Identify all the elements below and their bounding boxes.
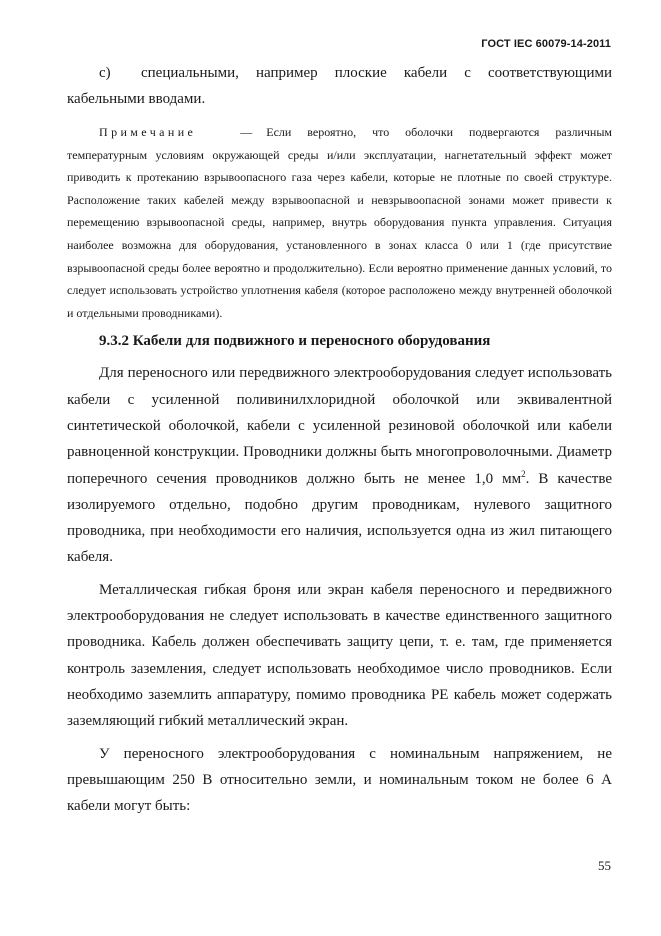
page-number: 55 [598,858,611,873]
paragraph-low-voltage: У переносного электрооборудования с номинальным напряжением, не превышающим 250 В относительно земли, и номинальным током не более 6 А кабели могут быть: [67,745,612,815]
note-text: Если вероятно, что оболочки подвергаются различным температурным условиям окружающей среды и/или эксплуатации, нагнетательный эффект может приводить к протеканию взрывоопасного газа через кабели, которые не плотные по своей структуре. Расположение таких кабелей между взрывоопасной и невзрывоопасной зонами может привести к перемещению взрывоопасной среды, например, внутрь оборудования пункта управления. Ситуация наиболее возможна для оборудования, установленного в зонах класса 0 или 1 (где присутствие взрывоопасной среды более вероятно и продолжительно). Если вероятно применение данных условий, то следует использовать устройство уплотнения кабеля (которое расположено между внутренней оболочкой и отдельными проводниками). [67,125,612,320]
list-item-marker: c) [99,65,111,81]
note-paragraph [67,121,612,324]
page-content [67,60,612,819]
list-item-text: специальными, например плоские кабели с соответствующими кабельными вводами. [67,65,612,107]
paragraph-text: Для переносного или передвижного электрооборудования следует использовать кабели с усиленной поливинилхлоридной оболочкой или эквивалентной синтетической оболочкой, кабели с усиленной резиновой оболочкой или кабели равноценной конструкции. Проводники должны быть многопроволочными. Диаметр поперечного сечения проводников должно быть не менее 1,0 мм [67,365,612,487]
list-item-c [67,60,612,112]
paragraph-text: . В качестве изолируемого отдельно, подобно другим проводникам, нулевого защитного проводника, при необходимости его наличия, используется одна из жил питающего кабеля. [67,470,612,566]
section-heading: 9.3.2 Кабели для подвижного и переносного оборудования [99,333,491,350]
document-code-header: ГОСТ IEC 60079-14-2011 [481,38,611,50]
superscript: 2 [521,468,526,479]
note-label: Примечание [99,125,197,139]
note-dash: — [240,125,253,139]
paragraph-armour: Металлическая гибкая броня или экран кабеля переносного и передвижного электрооборудования не следует использовать в качестве единственного защитного проводника. Кабель должен обеспечивать защиту цепи, т. е. там, где применяется контроль заземления, следует использовать необходимое число проводников. Если необходимо заземлить аппаратуру, помимо проводника PE кабель может содержать заземляющий гибкий металлический экран. [67,581,612,730]
paragraph-portable-cables [67,360,612,570]
